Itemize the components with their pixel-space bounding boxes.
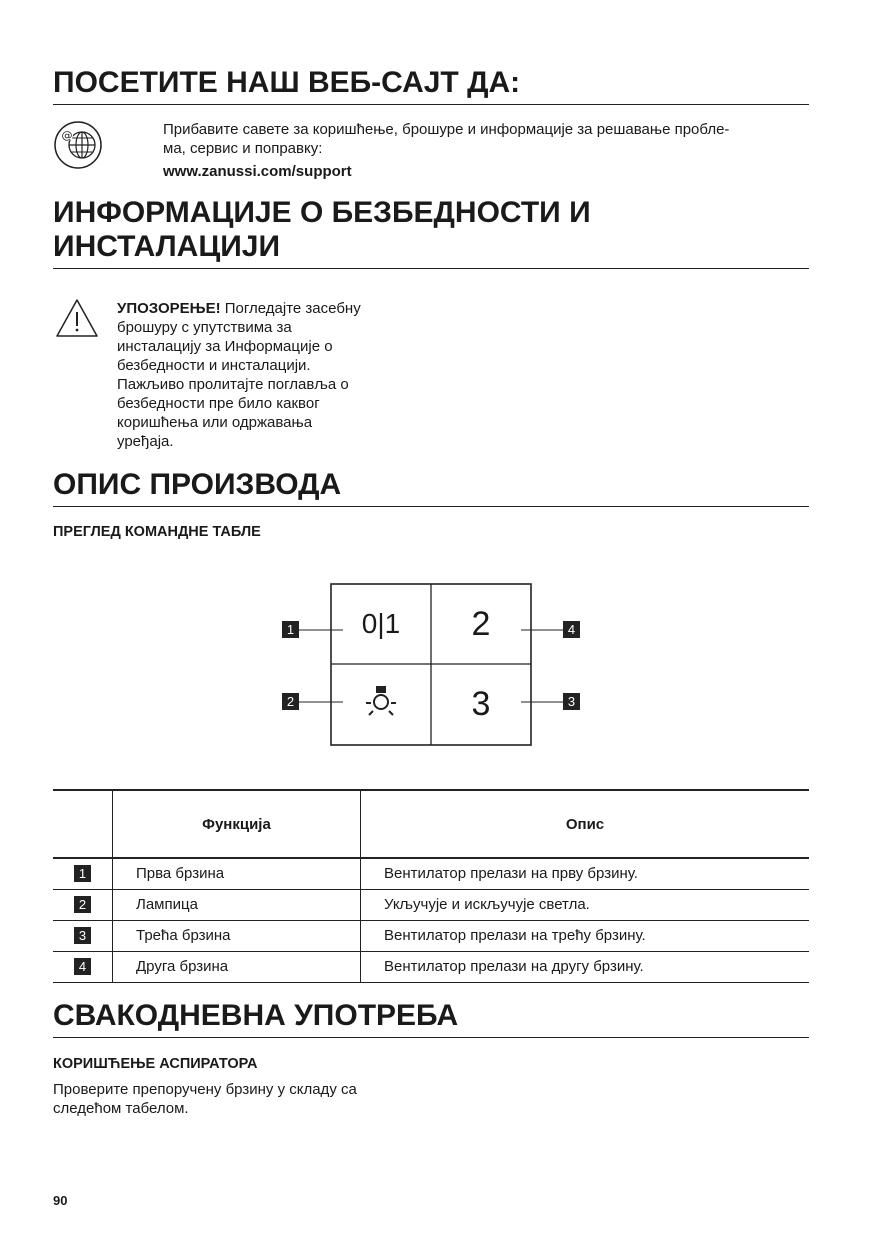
warning-line: Пажљиво пролитајте поглавља о xyxy=(117,376,349,393)
light-bulb-icon xyxy=(331,664,431,745)
header-function: Функција xyxy=(113,790,361,858)
button-speed-2[interactable]: 2 xyxy=(471,605,491,643)
button-speed-3[interactable]: 3 xyxy=(471,685,491,723)
row-function: Трећа брзина xyxy=(113,920,361,951)
daily-text-line1: Проверите препоручену брзину у складу са xyxy=(53,1081,357,1098)
warning-label: УПОЗОРЕЊЕ! xyxy=(117,300,221,317)
warning-line: Погледајте засебну xyxy=(220,300,361,317)
control-panel-diagram xyxy=(280,583,585,748)
support-link[interactable]: www.zanussi.com/support xyxy=(163,163,352,180)
safety-heading-line2: ИНСТАЛАЦИЈИ xyxy=(53,230,281,263)
callout-4: 4 xyxy=(563,621,580,638)
header-description: Опис xyxy=(565,815,605,833)
row-number-badge: 4 xyxy=(74,958,91,975)
product-heading: ОПИС ПРОИЗВОДА xyxy=(53,468,809,507)
safety-heading-line1: ИНФОРМАЦИЈЕ О БЕЗБЕДНОСТИ И xyxy=(53,196,591,229)
callout-3: 3 xyxy=(563,693,580,710)
table-row xyxy=(53,889,809,920)
table-row xyxy=(53,951,809,982)
row-description: Укључује и искључује светла. xyxy=(384,896,590,913)
warning-line: брошуру с упутствима за xyxy=(117,319,292,336)
row-function: Друга брзина xyxy=(113,951,361,982)
safety-heading xyxy=(53,196,809,269)
button-on-off[interactable]: 0|1 xyxy=(361,608,401,639)
page-number: 90 xyxy=(53,1193,68,1208)
control-panel-subheading: ПРЕГЛЕД КОМАНДНЕ ТАБЛЕ xyxy=(53,524,261,540)
visit-heading: ПОСЕТИТЕ НАШ ВЕБ-САЈТ ДА: xyxy=(53,66,809,105)
warning-line: безбедности пре било каквог xyxy=(117,395,320,412)
warning-line: коришћења или одржавања xyxy=(117,414,313,431)
row-description: Вентилатор прелази на другу брзину. xyxy=(384,958,644,975)
daily-use-text xyxy=(53,1080,453,1118)
visit-description xyxy=(163,120,813,181)
row-number-badge: 2 xyxy=(74,896,91,913)
table-row xyxy=(53,858,809,889)
warning-triangle-icon xyxy=(55,298,99,338)
daily-use-heading: СВАКОДНЕВНА УПОТРЕБА xyxy=(53,999,809,1038)
row-description: Вентилатор прелази на трећу брзину. xyxy=(384,927,646,944)
callout-1: 1 xyxy=(282,621,299,638)
warning-line: безбедности и инсталацији. xyxy=(117,357,311,374)
table-row xyxy=(53,920,809,951)
warning-line: уређаја. xyxy=(117,433,174,450)
warning-line: инсталацију за Информације о xyxy=(117,338,333,355)
globe-web-icon xyxy=(53,120,103,170)
function-table xyxy=(53,789,809,983)
button-light[interactable] xyxy=(331,664,431,745)
row-number-badge: 1 xyxy=(74,865,91,882)
daily-text-line2: следећом табелом. xyxy=(53,1100,189,1117)
row-function: Прва брзина xyxy=(113,858,361,889)
visit-text-line1: Прибавите савете за коришћење, брошуре и информације за решавање пробле- xyxy=(163,121,730,138)
row-number-badge: 3 xyxy=(74,927,91,944)
callout-2: 2 xyxy=(282,693,299,710)
visit-text-line2: ма, сервис и поправку: xyxy=(163,140,323,157)
hood-usage-subheading: КОРИШЋЕЊЕ АСПИРАТОРА xyxy=(53,1056,258,1072)
row-description: Вентилатор прелази на прву брзину. xyxy=(384,865,638,883)
svg-text:@: @ xyxy=(61,129,73,142)
row-function: Лампица xyxy=(113,889,361,920)
header-num xyxy=(53,790,113,858)
warning-text xyxy=(117,299,417,451)
table-header-row xyxy=(53,790,809,858)
